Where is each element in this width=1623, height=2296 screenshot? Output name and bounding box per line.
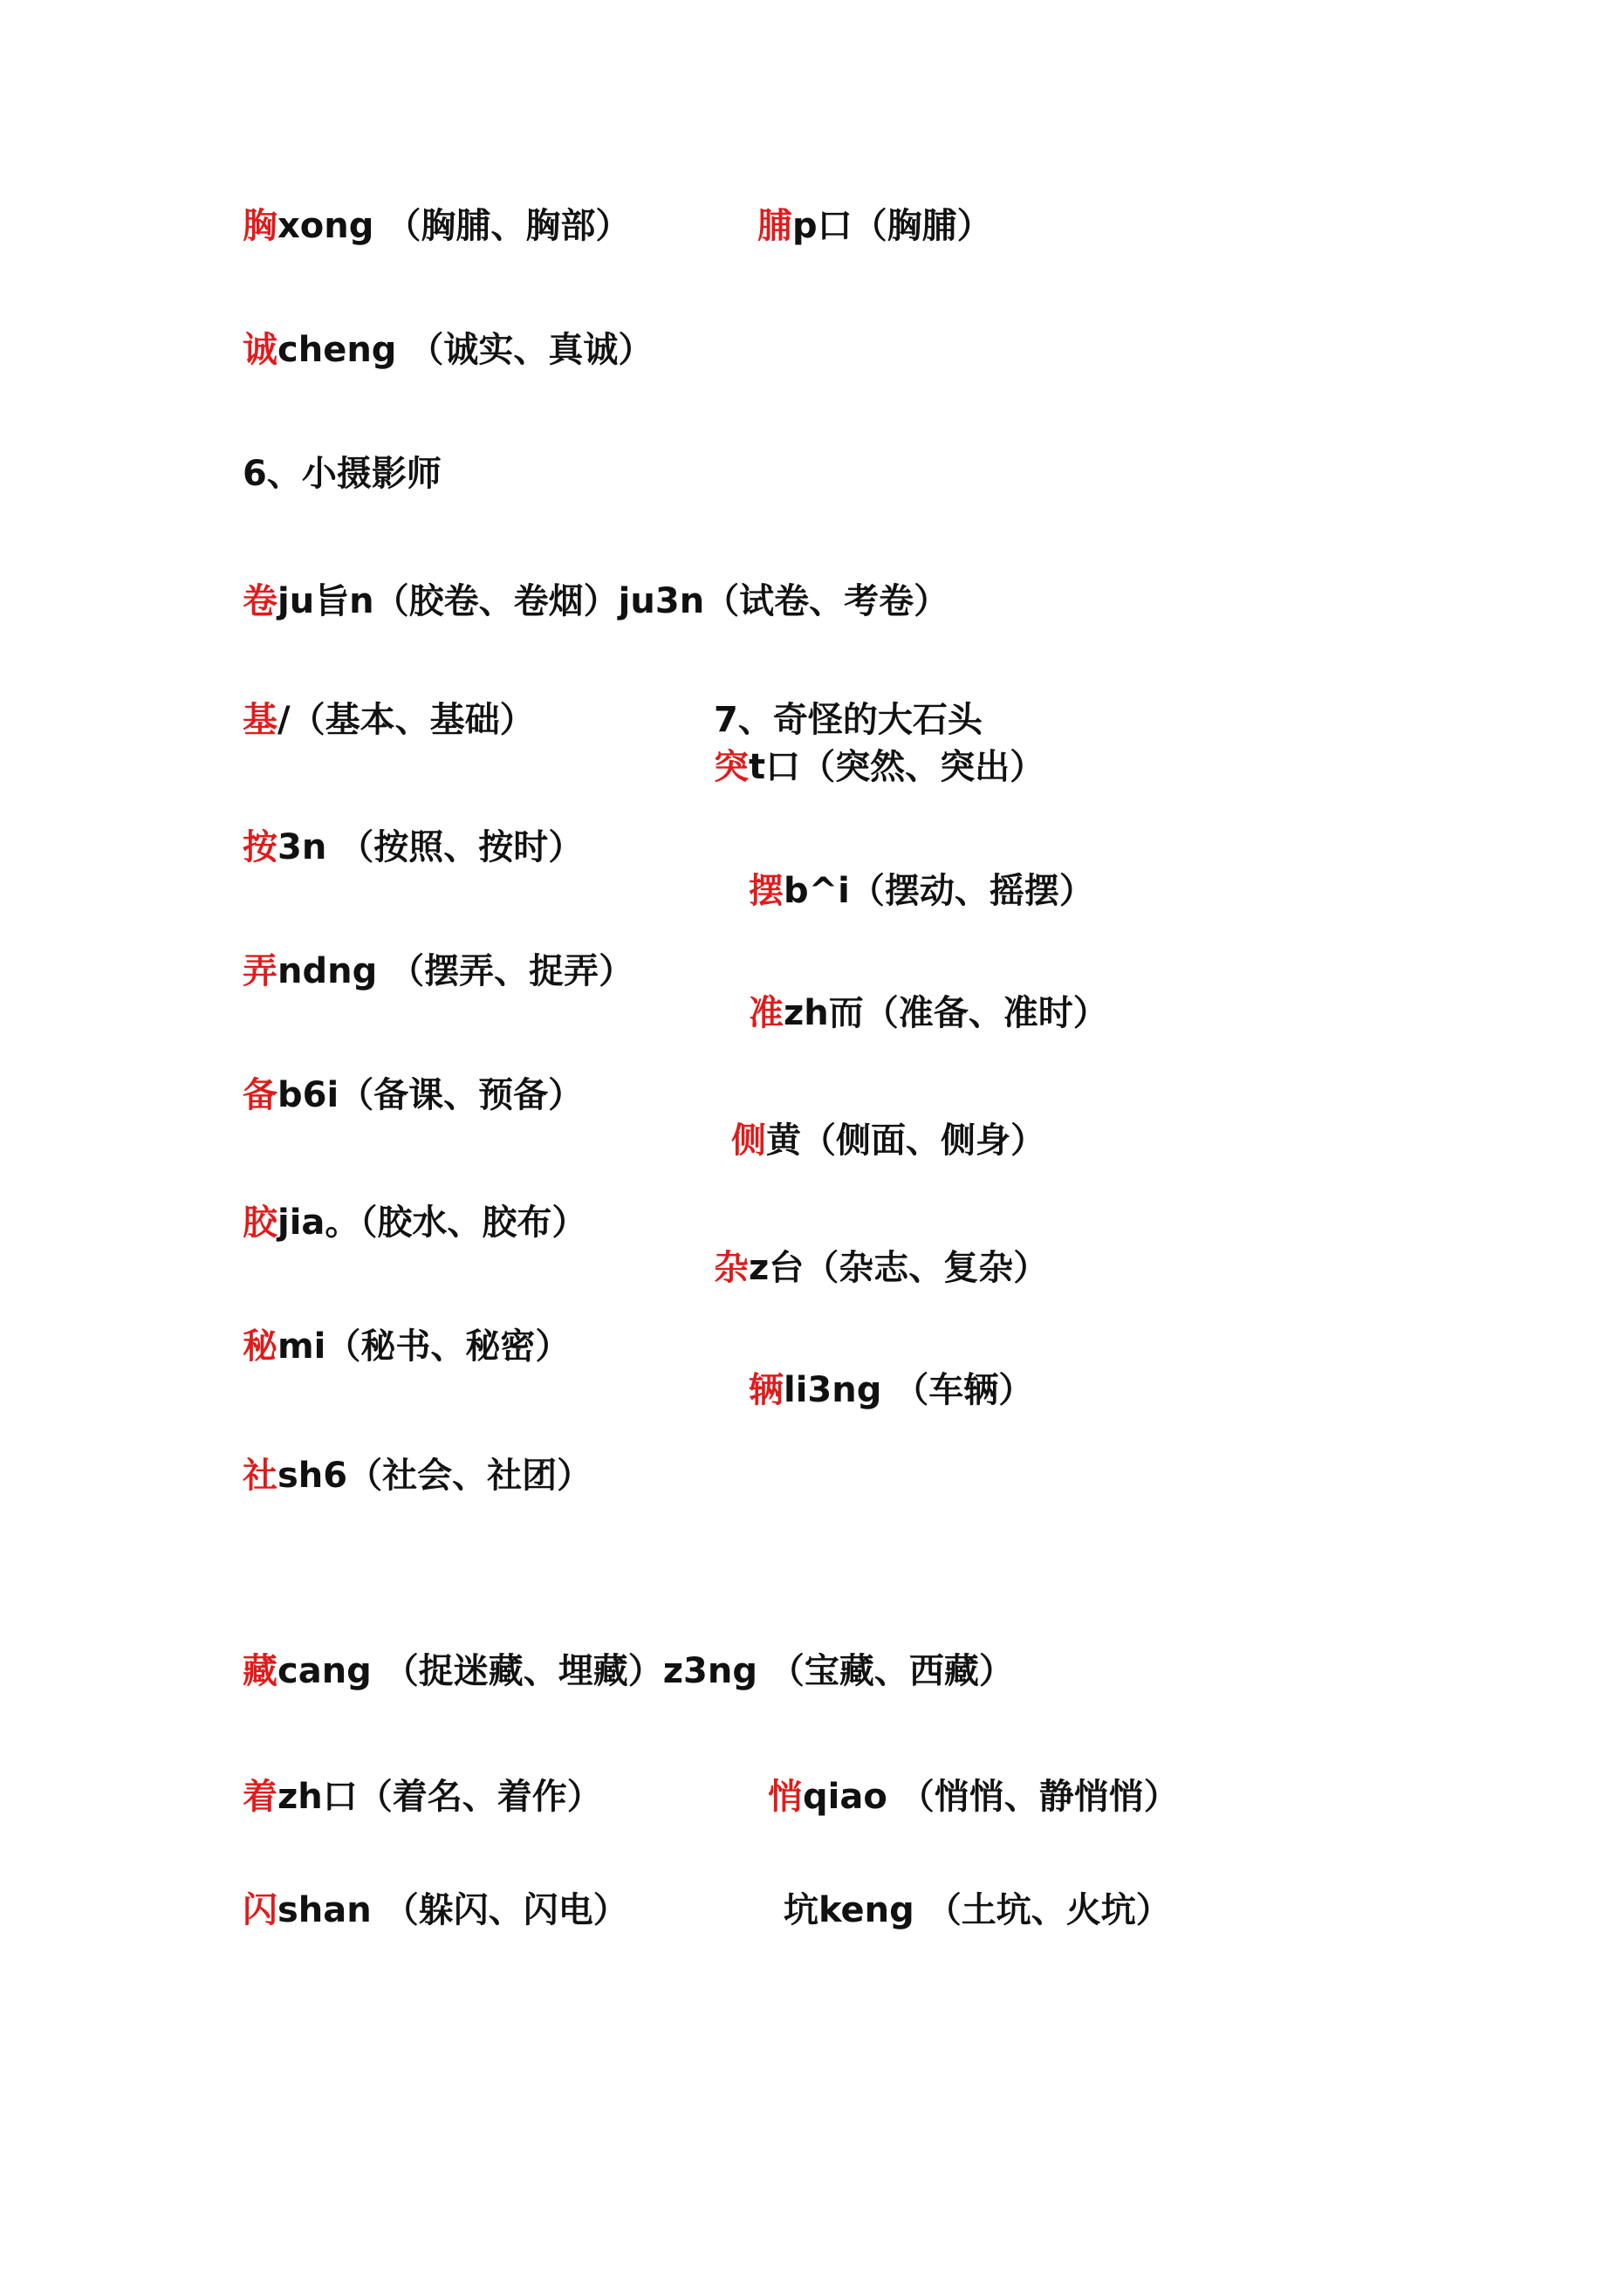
entry-words: （悄悄、静悄悄） — [887, 1777, 1179, 1817]
entry-words: （准备、准时） — [863, 993, 1108, 1033]
entry-pinyin: / — [277, 700, 291, 740]
lesson-7-heading: 7、奇怪的大石头 — [714, 700, 983, 740]
entry-char: 准 — [749, 993, 784, 1033]
entry-char: 卷 — [243, 581, 277, 621]
entry-words: （诚实、真诚） — [396, 330, 654, 370]
entry-words: （胸脯、胸部） — [373, 206, 631, 246]
entry-pinyin: 黄 — [766, 1121, 801, 1161]
entry-liang — [749, 1368, 1033, 1412]
entry-char: 弄 — [243, 951, 277, 991]
entry-words: （胶卷、卷烟）ju3n（试卷、考卷） — [373, 581, 949, 621]
entry-pinyin: li3ng — [784, 1370, 882, 1410]
entry-char: 突 — [714, 747, 749, 787]
entry-pinyin: b^i — [784, 871, 850, 911]
entry-words: （摆弄、捉弄） — [377, 951, 634, 991]
entry-words: （着名、着作） — [357, 1777, 602, 1817]
entry-jiao — [243, 1201, 586, 1244]
entry-zhun — [749, 991, 1108, 1035]
entry-char: 悄 — [768, 1777, 803, 1817]
entry-pinyin: zh口 — [277, 1777, 358, 1817]
entry-char: 辆 — [749, 1370, 784, 1410]
lesson-6-heading: 6、小摄影师 — [243, 454, 442, 494]
entry-cheng — [243, 328, 653, 372]
entry-an — [243, 826, 583, 869]
entry-bai — [749, 869, 1094, 913]
entry-ce — [731, 1119, 1045, 1162]
entry-char: 着 — [243, 1777, 277, 1817]
entry-char: 按 — [243, 827, 277, 867]
entry-pu — [757, 204, 992, 248]
entry-shan — [243, 1888, 628, 1932]
entry-char: 脯 — [757, 206, 792, 246]
entry-char: 备 — [243, 1075, 277, 1115]
entry-words: （捉迷藏、埋藏）z3ng （宝藏、西藏） — [371, 1651, 1014, 1691]
entry-words: （杂志、复杂） — [804, 1248, 1049, 1288]
entry-tu — [714, 745, 1044, 789]
entry-pinyin: xong — [277, 206, 374, 246]
entry-words: （秘书、秘密） — [325, 1326, 571, 1367]
entry-pinyin: qiao — [803, 1777, 887, 1817]
entry-char: 胶 — [243, 1203, 277, 1243]
entry-char: 胸 — [243, 206, 277, 246]
entry-pinyin: cang — [277, 1651, 372, 1691]
entry-words: （胸脯） — [852, 206, 992, 246]
entry-pinyin: ndng — [277, 951, 378, 991]
entry-words: （车辆） — [881, 1370, 1034, 1410]
entry-pinyin: ju旨n — [277, 581, 374, 621]
entry-pinyin: p口 — [792, 206, 853, 246]
entry-words: （胶水、胶布） — [360, 1203, 587, 1243]
entry-pinyin: jia。 — [277, 1203, 360, 1243]
entry-pinyin: 坑keng — [784, 1890, 914, 1930]
entry-xiong — [243, 204, 630, 248]
entry-words: （土坑、火坑） — [914, 1890, 1171, 1930]
entry-pinyin: t口 — [749, 747, 801, 787]
entry-pinyin: shan — [277, 1890, 372, 1930]
entry-mi — [243, 1325, 570, 1368]
entry-juan — [243, 579, 948, 623]
entry-words: （基本、基础） — [290, 700, 535, 740]
entry-words: （社会、社团） — [347, 1456, 592, 1496]
entry-char: 社 — [243, 1456, 277, 1496]
entry-words: （摆动、摇摆） — [849, 871, 1094, 911]
entry-char: 藏 — [243, 1651, 277, 1691]
entry-pinyin: z台 — [749, 1248, 805, 1288]
entry-words: （备课、预备） — [339, 1075, 584, 1115]
entry-pinyin: sh6 — [277, 1456, 348, 1496]
entry-pinyin: b6i — [277, 1075, 339, 1115]
entry-char: 侧 — [731, 1121, 766, 1161]
entry-pinyin: 3n — [277, 827, 327, 867]
entry-pinyin: mi — [277, 1326, 326, 1367]
entry-zhu — [243, 1775, 602, 1819]
entry-char: 诚 — [243, 330, 277, 370]
entry-char: 摆 — [749, 871, 784, 911]
entry-nong — [243, 949, 633, 993]
entry-char: 基 — [243, 700, 277, 740]
entry-cang — [243, 1649, 1014, 1693]
entry-words: （侧面、侧身） — [801, 1121, 1045, 1161]
entry-keng — [784, 1888, 1171, 1932]
entry-char: 闪 — [243, 1890, 277, 1930]
entry-ji — [243, 698, 535, 742]
entry-she — [243, 1454, 592, 1498]
entry-pinyin: zh而 — [784, 993, 864, 1033]
entry-words: （躲闪、闪电） — [371, 1890, 628, 1930]
entry-words: （突然、突出） — [800, 747, 1045, 787]
entry-char: 杂 — [714, 1248, 749, 1288]
entry-za — [714, 1246, 1048, 1290]
entry-bei — [243, 1073, 583, 1117]
entry-qiao — [768, 1775, 1179, 1819]
entry-char: 秘 — [243, 1326, 277, 1367]
entry-pinyin: cheng — [277, 330, 397, 370]
entry-words: （按照、按时） — [326, 827, 584, 867]
